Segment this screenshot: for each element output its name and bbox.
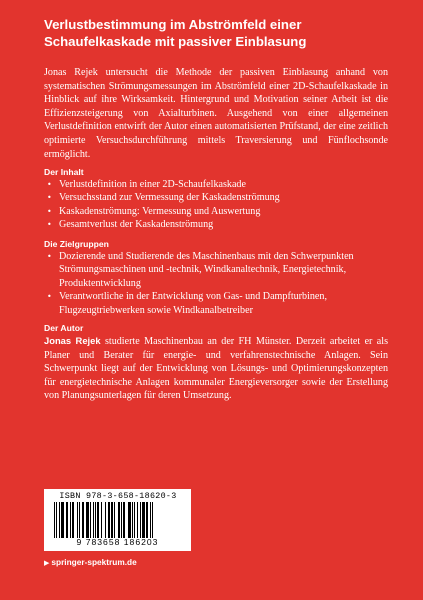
barcode-bar [79,502,80,538]
list-item: • Kaskadenströmung: Vermessung und Auswertung [44,205,388,218]
section-inhalt [44,166,388,232]
barcode-bars [54,502,182,538]
author-bio [44,334,388,403]
barcode-bar [146,502,148,538]
barcode-bar [140,502,141,538]
barcode-bar [97,502,99,538]
author-name: Jonas Rejek [44,335,101,346]
intro-text: Jonas Rejek untersucht die Methode der passiven Einblasung anhand von systematischen Strömungsmessungen im Abströmfeld einer 2D-Schaufelkaskade in Hinblick auf ihre Wirksamkeit. Hintergrund und Motivation seiner Arbeit ist die Effizienzsteigerung von Axialturbinen. Ausgehend von einer allgemeinen Verlustdefinition entwirft der Autor einen automatisierten Prüfstand, der eine zeitlich optimierte Versuchsdurchführung mittels Traversierung und Fünflochsonde ermöglicht. [44,67,388,160]
barcode-bar [128,502,131,538]
barcode-bar [59,502,60,538]
section-heading: Der Autor [44,323,84,333]
barcode-bar [56,502,57,538]
barcode-bar [90,502,91,538]
list-item: • Gesamtverlust der Kaskadenströmung [44,218,388,231]
barcode-bar [123,502,125,538]
ean-number: 9 783658 186203 [76,537,159,547]
section-heading: Der Inhalt [44,167,84,177]
isbn-label: ISBN 978-3-658-18620-3 [59,491,177,501]
barcode-bar [121,502,122,538]
barcode-bar [134,502,135,538]
barcode-bar [118,502,120,538]
list-item: • Verantwortliche in der Entwicklung von Gas- und Dampfturbinen, Flugzeugtriebwerken sowie Windkanalbetreiber [44,290,388,317]
barcode-bar [86,502,89,538]
section-autor [44,322,388,403]
barcode-bar [101,502,102,538]
barcode-bar [54,502,55,538]
list-item: • Versuchsstand zur Vermessung der Kaskadenströmung [44,191,388,204]
barcode-bar [111,502,113,538]
barcode-bar [77,502,78,538]
list-item: • Dozierende und Studierende des Maschinenbaus mit den Schwerpunkten Strömungsmaschinen und -technik, Windkanaltechnik, Energietechnik, Produktentwicklung [44,250,388,290]
barcode-bar [70,502,71,538]
book-title: Verlustbestimmung im Abströmfeld einer Schaufelkaskade mit passiver Einblasung [44,17,307,49]
barcode-bar [95,502,96,538]
barcode-bar [93,502,94,538]
website-url: springer-spektrum.de [51,557,137,567]
barcode-bar [108,502,110,538]
barcode-bar [72,502,74,538]
barcode [44,489,191,551]
zielgruppen-list [44,250,388,317]
publisher-website[interactable] [44,557,137,569]
barcode-bar [114,502,115,538]
author-bio-text: studierte Maschinenbau an der FH Münster. Derzeit arbeitet er als Planer und Berater für energie- und verfahrenstechnische Anlagen. Sein Schwerpunkt liegt auf der Entwicklung von Lösungs- und Optimierungskonzepten für energietechnische Anlagen kommunaler Energieversorger sowie der Erstellung von Planungsunterlagen für deren Umsetzung. [44,336,389,402]
barcode-bar [61,502,64,538]
barcode-bar [105,502,106,538]
barcode-bar [150,502,151,538]
section-zielgruppen [44,238,388,317]
list-item: • Verlustdefinition in einer 2D-Schaufelkaskade [44,178,388,191]
triangle-right-icon: ▶ [44,559,50,567]
barcode-bar [82,502,84,538]
barcode-bar [137,502,138,538]
barcode-bar [132,502,133,538]
barcode-bar [142,502,145,538]
inhalt-list [44,178,388,232]
barcode-bar [152,502,153,538]
barcode-bar [66,502,68,538]
section-heading: Die Zielgruppen [44,239,109,249]
